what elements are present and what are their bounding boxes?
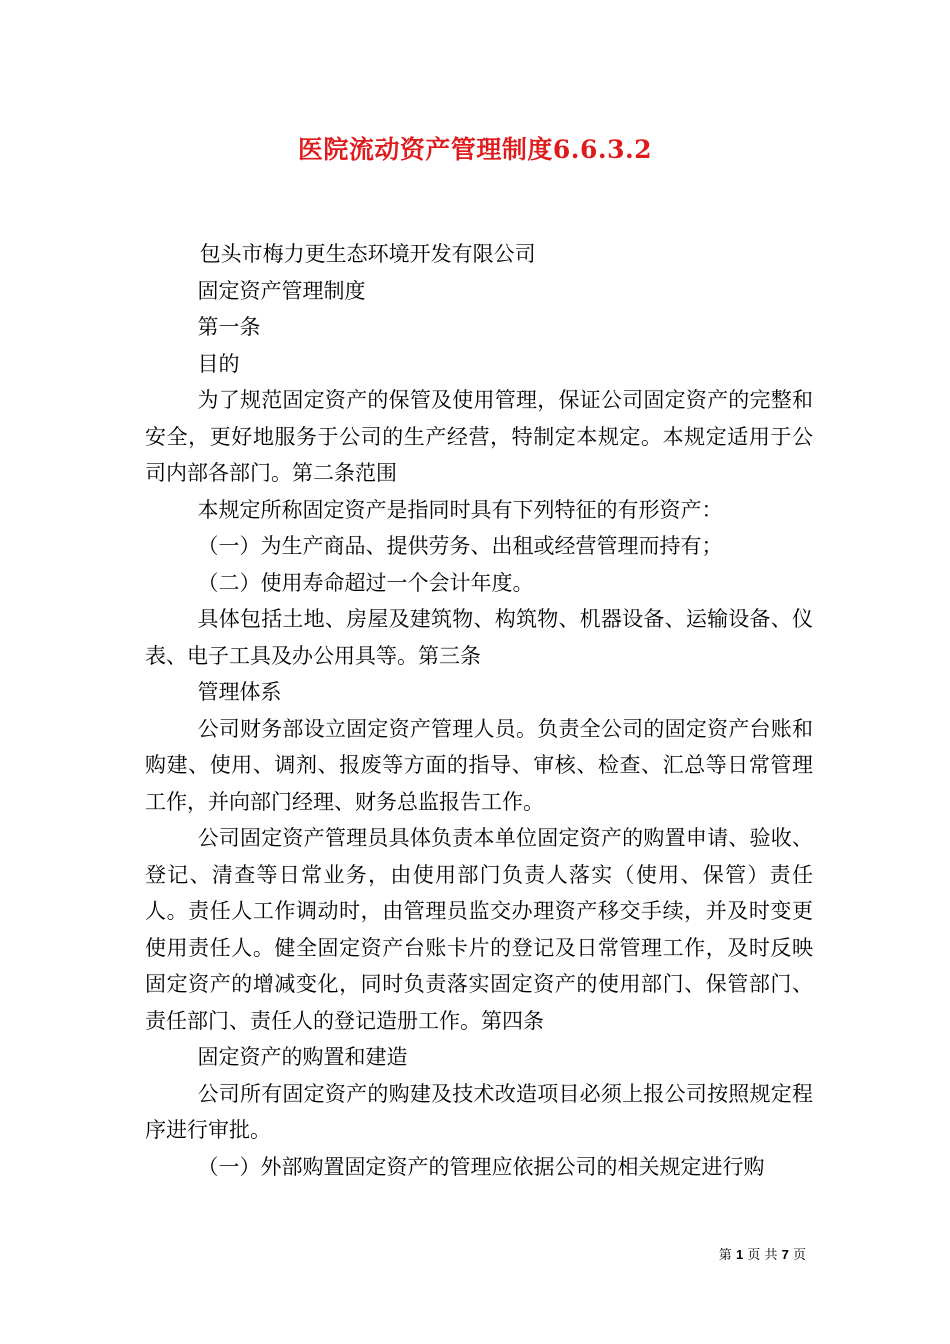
paragraph-purchase-approval: 公司所有固定资产的购建及技术改造项目必须上报公司按照规定程序进行审批。 [145, 1081, 813, 1142]
footer-middle: 页 共 [747, 1248, 778, 1263]
paragraph-article-1: 第一条 [197, 315, 261, 339]
paragraph-purchase-item-1: （一）外部购置固定资产的管理应依据公司的相关规定进行购 [197, 1154, 765, 1179]
document-title: 医院流动资产管理制度6.6.3.2 [297, 135, 653, 164]
paragraph-management-administrator: 公司固定资产管理员具体负责本单位固定资产的购置申请、验收、登记、清查等日常业务，由使用部门负责人落实（使用、保管）责任人。责任人工作调动时，由管理员监交办理资产移交手续，并及时变更使用责任人。健全固定资产台账卡片的登记及日常管理工作，及时反映固定资产的增减变化，同时负责落实固定资产的使用部门、保管部门、责任部门、责任人的登记造册工作。第四条 [145, 826, 813, 1033]
paragraph-scope-item-2: （二）使用寿命超过一个会计年度。 [197, 570, 534, 595]
paragraph-regulation-name: 固定资产管理制度 [197, 278, 366, 303]
paragraph-purpose-body: 为了规范固定资产的保管及使用管理，保证公司固定资产的完整和安全，更好地服务于公司的生产经营，特制定本规定。本规定适用于公司内部各部门。第二条范围 [145, 388, 813, 485]
paragraph-management-heading: 管理体系 [197, 680, 282, 704]
footer-current-page: 1 [735, 1247, 744, 1262]
paragraph-purpose-heading: 目的 [197, 351, 240, 376]
paragraph-management-finance: 公司财务部设立固定资产管理人员。负责全公司的固定资产台账和购建、使用、调剂、报废等方面的指导、审核、检查、汇总等日常管理工作，并向部门经理、财务总监报告工作。 [145, 716, 813, 814]
footer-suffix: 页 [792, 1248, 806, 1263]
paragraph-scope-examples: 具体包括土地、房屋及建筑物、构筑物、机器设备、运输设备、仪表、电子工具及办公用具等。第三条 [145, 607, 813, 668]
paragraph-scope-definition: 本规定所称固定资产是指同时具有下列特征的有形资产： [197, 497, 723, 522]
paragraph-company-name: 包头市梅力更生态环境开发有限公司 [199, 242, 536, 266]
footer-prefix: 第 [718, 1248, 732, 1263]
page-footer [719, 1247, 806, 1264]
footer-total-pages: 7 [781, 1247, 789, 1262]
paragraph-purchase-heading: 固定资产的购置和建造 [197, 1045, 408, 1069]
paragraph-scope-item-1: （一）为生产商品、提供劳务、出租或经营管理而持有； [197, 534, 723, 558]
document-body [145, 236, 813, 1185]
